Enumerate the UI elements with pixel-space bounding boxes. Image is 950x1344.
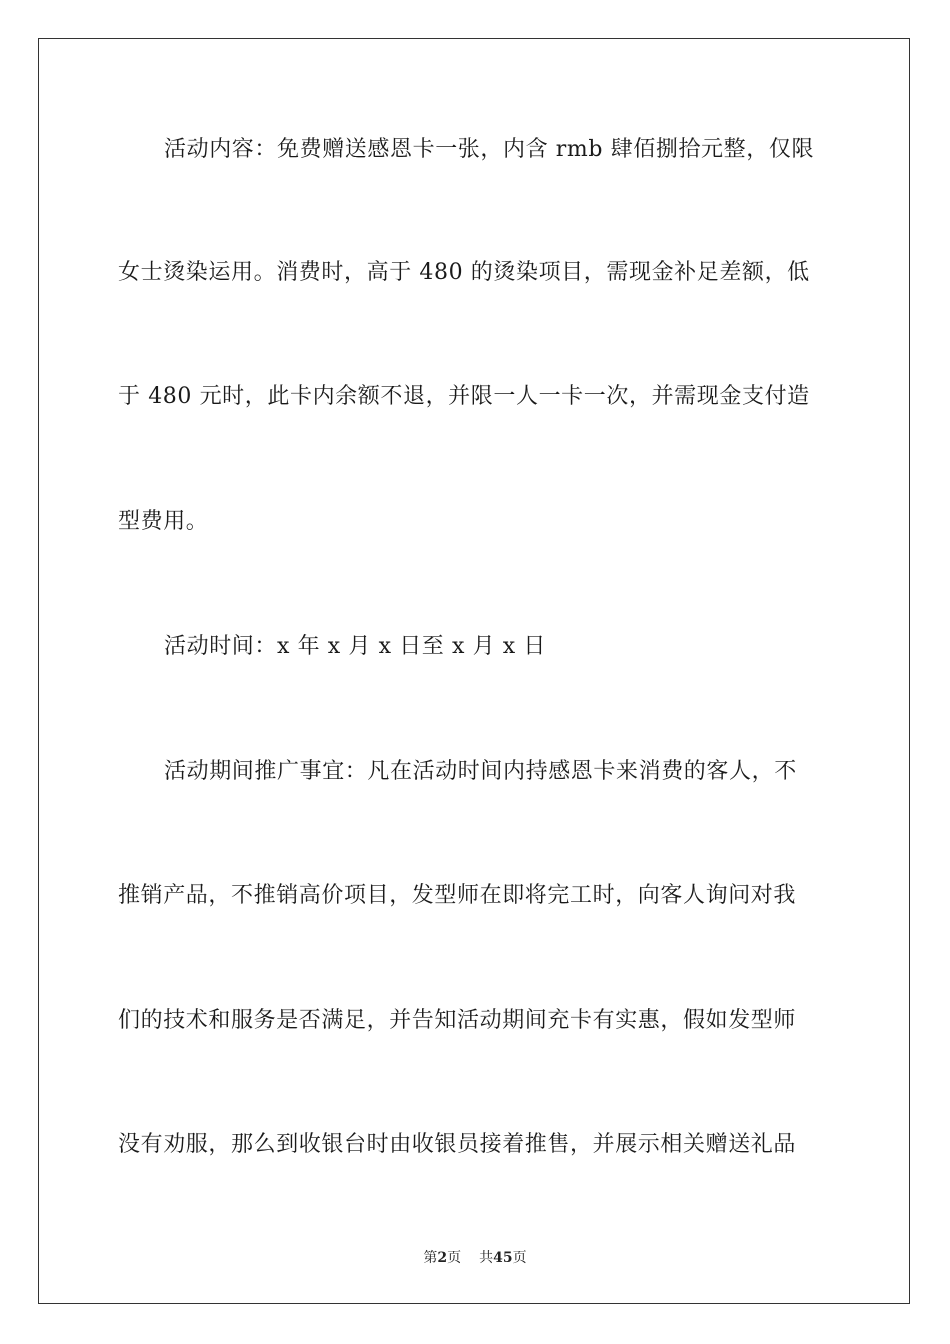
total-pages-prefix: 共 — [479, 1250, 494, 1266]
promotion-line-2: 推销产品，不推销高价项目，发型师在即将完工时，向客人询问对我 — [118, 883, 797, 908]
page-footer — [0, 1247, 950, 1267]
paragraph-line-1: 活动内容：免费赠送感恩卡一张，内含 rmb 肆佰捌拾元整，仅限 — [164, 137, 815, 162]
paragraph-line-2: 女士烫染运用。消费时，高于 480 的烫染项目，需现金补足差额，低 — [118, 260, 810, 285]
page-number-suffix: 页 — [447, 1250, 462, 1266]
current-page-number: 2 — [437, 1250, 448, 1266]
activity-time-line: 活动时间：x 年 x 月 x 日至 x 月 x 日 — [164, 634, 546, 659]
promotion-line-3: 们的技术和服务是否满足，并告知活动期间充卡有实惠，假如发型师 — [118, 1008, 797, 1033]
promotion-line-4: 没有劝服，那么到收银台时由收银员接着推售，并展示相关赠送礼品 — [118, 1132, 797, 1157]
paragraph-line-4: 型费用。 — [118, 509, 209, 534]
paragraph-line-3: 于 480 元时，此卡内余额不退，并限一人一卡一次，并需现金支付造 — [118, 384, 810, 409]
page-border — [38, 38, 910, 1304]
total-pages-number: 45 — [493, 1250, 513, 1266]
total-pages-suffix: 页 — [512, 1250, 527, 1266]
promotion-line-1: 活动期间推广事宜：凡在活动时间内持感恩卡来消费的客人，不 — [164, 759, 797, 784]
page-number-prefix: 第 — [423, 1250, 438, 1266]
